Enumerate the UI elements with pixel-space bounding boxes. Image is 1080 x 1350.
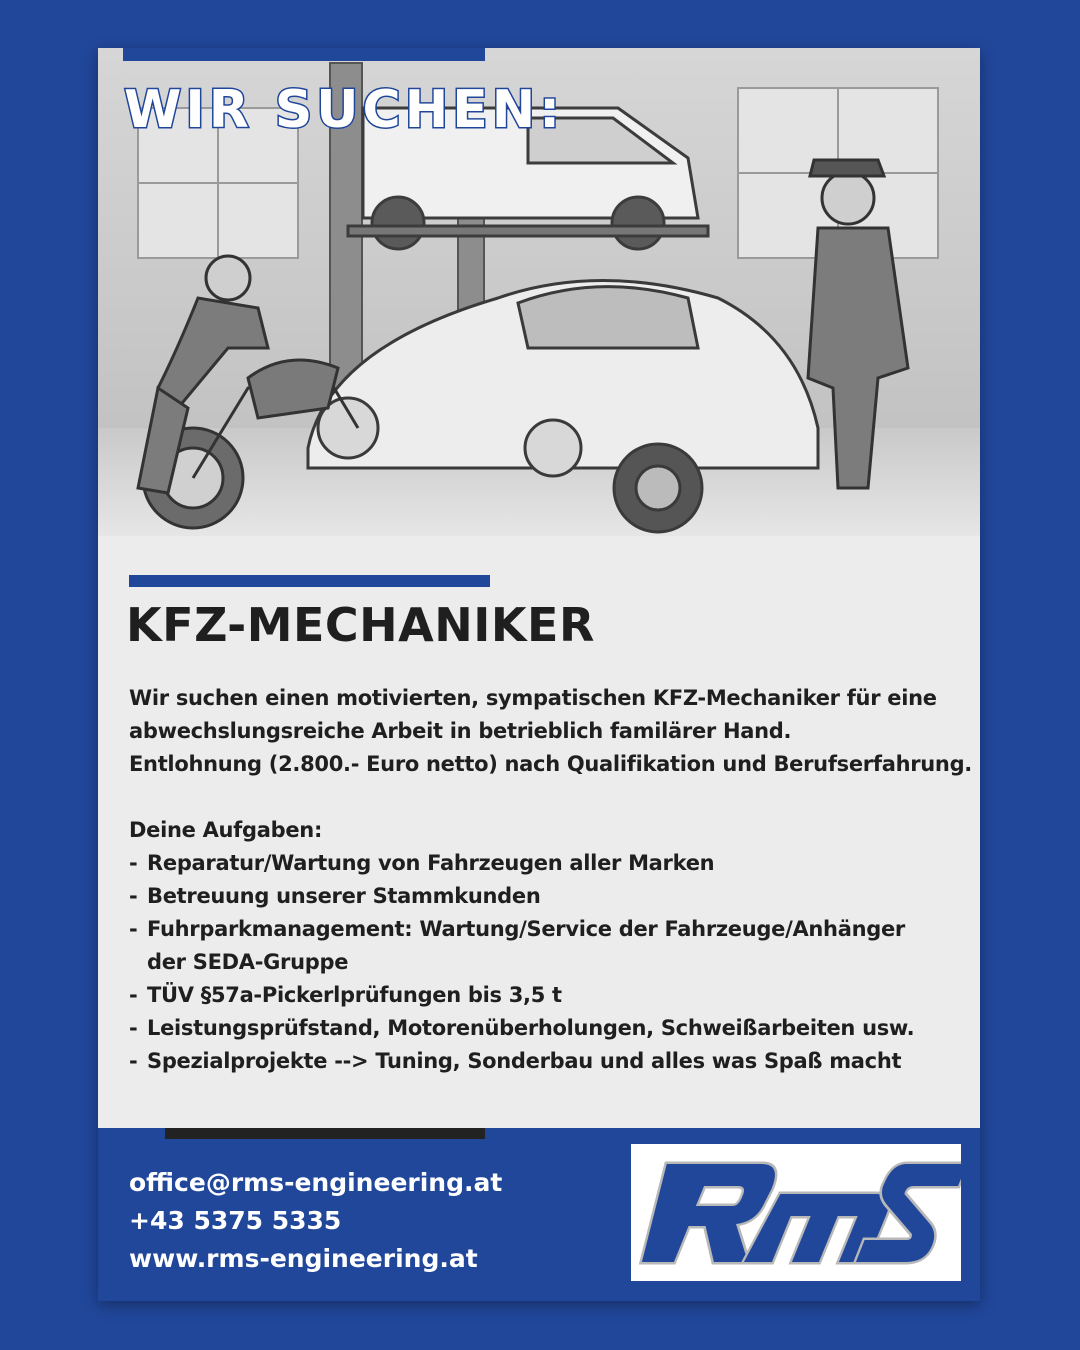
task-text: der SEDA-Gruppe [147, 950, 349, 974]
job-description [129, 682, 972, 1078]
title-accent-bar [129, 575, 490, 587]
contact-block [129, 1164, 502, 1278]
job-title: KFZ-MECHANIKER [126, 598, 595, 652]
website-link[interactable]: www.rms-engineering.at [129, 1244, 478, 1273]
list-dash: - [129, 851, 138, 875]
task-text: TÜV §57a-Pickerlprüfungen bis 3,5 t [147, 983, 562, 1007]
task-item [129, 847, 969, 880]
headline: WIR SUCHEN: [124, 80, 565, 140]
task-text: Leistungsprüfstand, Motorenüberholungen, Schweißarbeiten usw. [147, 1016, 915, 1040]
top-accent-bar [123, 48, 485, 61]
task-text: Betreuung unserer Stammkunden [147, 884, 541, 908]
task-text: Fuhrparkmanagement: Wartung/Service der Fahrzeuge/Anhänger [147, 917, 905, 941]
list-dash: - [129, 1049, 138, 1073]
intro-line: Entlohnung (2.800.- Euro netto) nach Qualifikation und Berufserfahrung. [129, 752, 972, 776]
task-text: Spezialprojekte --> Tuning, Sonderbau und alles was Spaß macht [147, 1049, 902, 1073]
email-link[interactable]: office@rms-engineering.at [129, 1168, 503, 1197]
list-dash: - [129, 1016, 138, 1040]
task-item [129, 1012, 969, 1045]
phone-number[interactable]: +43 5375 5335 [129, 1206, 342, 1235]
footer-accent-bar [165, 1128, 485, 1139]
rms-logo [631, 1144, 961, 1281]
task-item [129, 880, 969, 913]
contact-footer [98, 1128, 980, 1301]
task-item [129, 1045, 969, 1078]
list-dash: - [129, 917, 138, 941]
list-dash: - [129, 884, 138, 908]
intro-line: Wir suchen einen motivierten, sympatischen KFZ-Mechaniker für eine [129, 686, 937, 710]
task-item [129, 979, 969, 1012]
tasks-heading: Deine Aufgaben: [129, 818, 323, 842]
job-poster-card [98, 48, 980, 1301]
task-text: Reparatur/Wartung von Fahrzeugen aller Marken [147, 851, 715, 875]
task-item-continuation [129, 946, 969, 979]
task-item [129, 913, 969, 946]
intro-line: abwechslungsreiche Arbeit in betrieblich familärer Hand. [129, 719, 792, 743]
list-dash: - [129, 983, 138, 1007]
